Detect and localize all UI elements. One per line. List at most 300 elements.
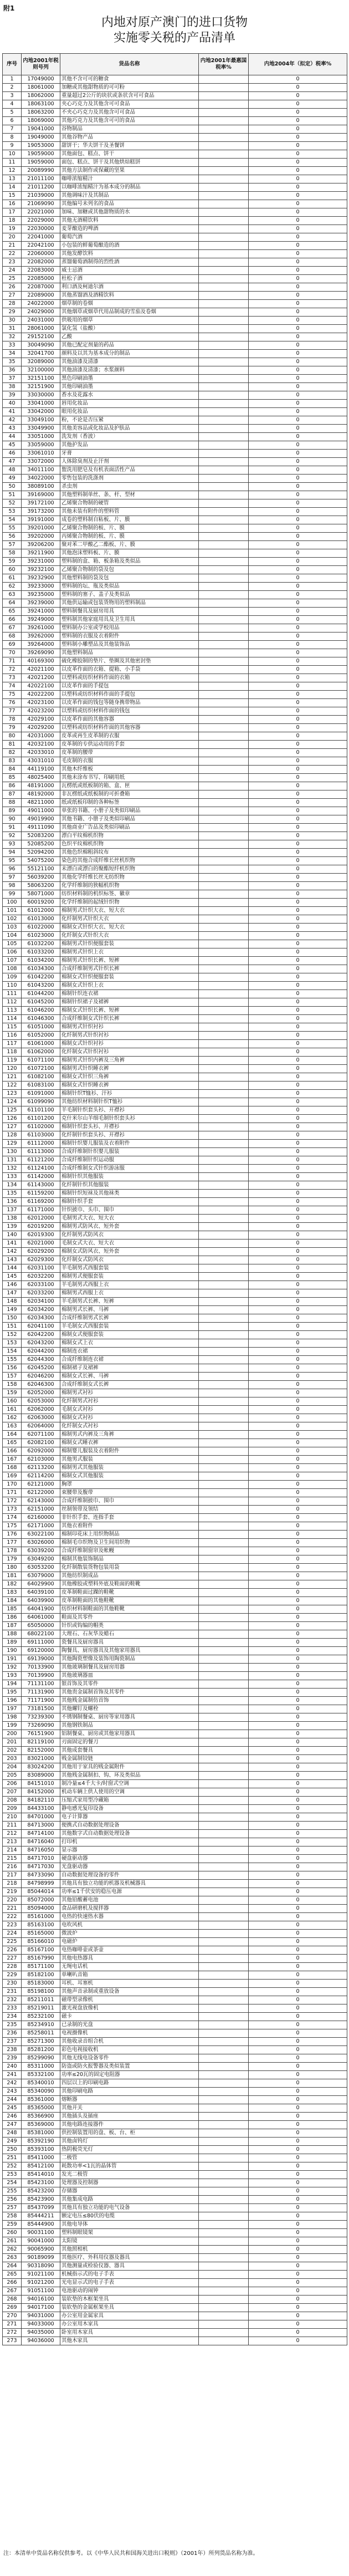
cell-product-name: 化纤制男式针织大衣 — [60, 915, 199, 924]
cell-product-name: 唇用化妆品 — [60, 400, 199, 408]
cell-2004-rate: 0 — [249, 790, 347, 799]
cell-mfn-rate — [199, 267, 249, 275]
cell-2004-rate: 0 — [249, 1805, 347, 1813]
cell-2004-rate: 0 — [249, 1938, 347, 1946]
cell-index: 112 — [3, 998, 22, 1007]
cell-2004-rate: 0 — [249, 1106, 347, 1115]
cell-tariff-code: 42033010 — [22, 749, 60, 757]
cell-tariff-code: 73181500 — [22, 1705, 60, 1713]
cell-2004-rate: 0 — [249, 1896, 347, 1905]
cell-mfn-rate — [199, 233, 249, 242]
cell-tariff-code: 58063200 — [22, 882, 60, 890]
cell-mfn-rate — [199, 375, 249, 383]
document-title-line2: 实施零关税的产品清单 — [113, 31, 235, 45]
cell-2004-rate: 0 — [249, 2054, 347, 2063]
cell-product-name: 其他面包、糕点、饼干 — [60, 150, 199, 159]
cell-tariff-code: 64039900 — [22, 1597, 60, 1605]
cell-index: 121 — [3, 1073, 22, 1082]
cell-2004-rate: 0 — [249, 2162, 347, 2171]
cell-mfn-rate — [199, 1880, 249, 1888]
cell-product-name: 化纤制男式针织衬衫 — [60, 1032, 199, 1040]
cell-mfn-rate — [199, 2196, 249, 2204]
table-row — [3, 2179, 347, 2187]
cell-2004-rate: 0 — [249, 2287, 347, 2296]
cell-product-name: 塑料制小雕塑品及其他装饰品 — [60, 641, 199, 649]
cell-product-name: 其他贱金属制仿首饰 — [60, 1697, 199, 1705]
cell-2004-rate: 0 — [249, 1514, 347, 1522]
cell-index: 33 — [3, 341, 22, 350]
cell-tariff-code: 90065900 — [22, 2246, 60, 2254]
cell-2004-rate: 0 — [249, 2146, 347, 2154]
cell-mfn-rate — [199, 1905, 249, 1913]
cell-mfn-rate — [199, 217, 249, 225]
cell-tariff-code: 38089100 — [22, 483, 60, 491]
cell-2004-rate: 0 — [249, 732, 347, 741]
cell-product-name: 其他集成电路 — [60, 2196, 199, 2204]
cell-mfn-rate — [199, 932, 249, 940]
cell-product-name: 其他陶瓷塑像及装饰用陶瓷制品 — [60, 1655, 199, 1664]
cell-index: 135 — [3, 1190, 22, 1198]
table-row — [3, 300, 347, 308]
cell-product-name: 合成纤维制男式长裤 — [60, 1314, 199, 1323]
cell-2004-rate: 0 — [249, 1963, 347, 1971]
table-row — [3, 2113, 347, 2121]
table-row — [3, 2129, 347, 2138]
cell-index: 144 — [3, 1264, 22, 1273]
cell-mfn-rate — [199, 1531, 249, 1539]
cell-product-name: 其他测量或检验仪器、器具 — [60, 2262, 199, 2271]
table-row — [3, 325, 347, 333]
cell-2004-rate: 0 — [249, 716, 347, 724]
cell-product-name: 合成纤维制披巾、围巾 — [60, 1497, 199, 1506]
table-row — [3, 2096, 347, 2104]
table-row — [3, 242, 347, 250]
cell-mfn-rate — [199, 566, 249, 574]
table-row — [3, 2271, 347, 2279]
cell-2004-rate: 0 — [249, 840, 347, 849]
cell-product-name: 合成纤维制男式针织长裤 — [60, 965, 199, 973]
cell-product-name: 磁带型录像机 — [60, 1996, 199, 2004]
cell-tariff-code: 55121100 — [22, 865, 60, 874]
cell-mfn-rate — [199, 1239, 249, 1248]
cell-index: 241 — [3, 2071, 22, 2079]
cell-tariff-code: 61051000 — [22, 1023, 60, 1032]
cell-index: 166 — [3, 1447, 22, 1456]
cell-mfn-rate — [199, 2320, 249, 2329]
cell-product-name: 熔断器 — [60, 2096, 199, 2104]
cell-tariff-code: 63079000 — [22, 1572, 60, 1580]
cell-mfn-rate — [199, 1996, 249, 2004]
table-row — [3, 624, 347, 632]
cell-index: 231 — [3, 1988, 22, 1996]
cell-index: 172 — [3, 1497, 22, 1506]
cell-index: 192 — [3, 1664, 22, 1672]
table-row — [3, 208, 347, 217]
cell-product-name: 色织平纹棉机织物 — [60, 840, 199, 849]
table-row — [3, 400, 347, 408]
cell-index: 124 — [3, 1098, 22, 1106]
cell-mfn-rate — [199, 649, 249, 657]
cell-tariff-code: 85232100 — [22, 2013, 60, 2021]
cell-product-name: 漂白平纹棉机织物 — [60, 832, 199, 840]
cell-product-name: 大理石、石灰华及蜡石 — [60, 1630, 199, 1639]
cell-2004-rate: 0 — [249, 1015, 347, 1023]
cell-product-name: 耳机、耳塞机 — [60, 1980, 199, 1988]
table-row — [3, 766, 347, 774]
cell-mfn-rate — [199, 2329, 249, 2337]
cell-index: 266 — [3, 2279, 22, 2287]
cell-tariff-code: 94031000 — [22, 2312, 60, 2320]
cell-2004-rate: 0 — [249, 300, 347, 308]
cell-tariff-code: 21069090 — [22, 200, 60, 208]
cell-tariff-code: 62034100 — [22, 1298, 60, 1306]
cell-product-name: 其他编号未列名的食品 — [60, 200, 199, 208]
cell-product-name: 额定电压≤80伏的电缆 — [60, 2212, 199, 2221]
table-row — [3, 1664, 347, 1672]
cell-mfn-rate — [199, 1339, 249, 1348]
cell-tariff-code: 83089000 — [22, 1772, 60, 1780]
cell-tariff-code: 83021000 — [22, 1755, 60, 1763]
cell-mfn-rate — [199, 134, 249, 142]
cell-product-name: 粉，不论是否压紧 — [60, 416, 199, 425]
cell-2004-rate: 0 — [249, 2038, 347, 2046]
cell-product-name: 其他未装有附件的塑料管 — [60, 508, 199, 516]
cell-2004-rate: 0 — [249, 749, 347, 757]
cell-2004-rate: 0 — [249, 1971, 347, 1980]
table-row — [3, 2287, 347, 2296]
cell-index: 157 — [3, 1373, 22, 1381]
cell-2004-rate: 0 — [249, 766, 347, 774]
table-row — [3, 1289, 347, 1298]
cell-index: 114 — [3, 1015, 22, 1023]
cell-product-name: 合成纤维制针织运动服 — [60, 1156, 199, 1165]
cell-tariff-code: 61034300 — [22, 965, 60, 973]
cell-product-name: 杜松子酒 — [60, 275, 199, 283]
cell-tariff-code: 18063100 — [22, 100, 60, 109]
cell-2004-rate: 0 — [249, 1822, 347, 1830]
cell-product-name: 其他成套餐具 — [60, 1747, 199, 1755]
cell-product-name: 小包装的鲜葡萄酿造的酒 — [60, 242, 199, 250]
cell-mfn-rate — [199, 1863, 249, 1871]
cell-index: 4 — [3, 100, 22, 109]
cell-index: 235 — [3, 2021, 22, 2029]
table-row — [3, 541, 347, 549]
cell-index: 149 — [3, 1306, 22, 1314]
table-row — [3, 1131, 347, 1140]
cell-product-name: 棉制女式其他服装 — [60, 1472, 199, 1481]
cell-mfn-rate — [199, 1198, 249, 1206]
cell-2004-rate: 0 — [249, 1115, 347, 1123]
cell-2004-rate: 0 — [249, 508, 347, 516]
cell-index: 142 — [3, 1248, 22, 1256]
cell-index: 70 — [3, 649, 22, 657]
cell-tariff-code: 22082000 — [22, 258, 60, 267]
cell-index: 42 — [3, 416, 22, 425]
cell-index: 228 — [3, 1963, 22, 1971]
table-row — [3, 932, 347, 940]
table-row — [3, 2212, 347, 2221]
cell-product-name: 瓦楞纸或纸板制的箱、盒、匣 — [60, 782, 199, 790]
cell-mfn-rate — [199, 558, 249, 566]
cell-index: 155 — [3, 1356, 22, 1364]
table-row — [3, 1123, 347, 1131]
cell-index: 175 — [3, 1522, 22, 1531]
cell-mfn-rate — [199, 1331, 249, 1339]
cell-tariff-code: 61103000 — [22, 1131, 60, 1140]
cell-mfn-rate — [199, 1381, 249, 1389]
cell-2004-rate: 0 — [249, 400, 347, 408]
cell-mfn-rate — [199, 341, 249, 350]
cell-product-name: 化纤制男式衬衫 — [60, 1397, 199, 1406]
table-row — [3, 666, 347, 674]
cell-2004-rate: 0 — [249, 1148, 347, 1156]
table-row — [3, 1672, 347, 1680]
cell-2004-rate: 0 — [249, 907, 347, 915]
cell-2004-rate: 0 — [249, 1306, 347, 1314]
cell-2004-rate: 0 — [249, 1131, 347, 1140]
cell-tariff-code: 62062000 — [22, 1406, 60, 1414]
table-row — [3, 982, 347, 990]
cell-product-name: 棉制女式防风衣、短外套 — [60, 1248, 199, 1256]
table-row — [3, 1090, 347, 1098]
table-row — [3, 1713, 347, 1722]
cell-tariff-code: 39233000 — [22, 583, 60, 591]
cell-2004-rate: 0 — [249, 1098, 347, 1106]
table-row — [3, 608, 347, 616]
cell-tariff-code: 61046200 — [22, 1007, 60, 1015]
cell-index: 51 — [3, 491, 22, 499]
table-body — [3, 75, 347, 2345]
cell-index: 72 — [3, 666, 22, 674]
cell-2004-rate: 0 — [249, 150, 347, 159]
cell-index: 230 — [3, 1980, 22, 1988]
cell-index: 65 — [3, 608, 22, 616]
cell-tariff-code: 94033000 — [22, 2320, 60, 2329]
table-row — [3, 483, 347, 491]
cell-index: 50 — [3, 483, 22, 491]
cell-tariff-code: 85423900 — [22, 2196, 60, 2204]
cell-index: 233 — [3, 2004, 22, 2013]
table-row — [3, 1481, 347, 1489]
cell-product-name: 磁卡 — [60, 2013, 199, 2021]
cell-product-name: 棉制针织婴儿服装及衣着附件 — [60, 1140, 199, 1148]
cell-index: 20 — [3, 233, 22, 242]
cell-tariff-code: 39202000 — [22, 533, 60, 541]
cell-tariff-code: 18062000 — [22, 92, 60, 100]
cell-index: 2 — [3, 84, 22, 92]
cell-tariff-code: 62034200 — [22, 1306, 60, 1314]
cell-tariff-code: 48211000 — [22, 799, 60, 807]
table-row — [3, 1348, 347, 1356]
cell-mfn-rate — [199, 1755, 249, 1763]
table-row — [3, 674, 347, 682]
cell-tariff-code: 82119100 — [22, 1738, 60, 1747]
cell-tariff-code: 61099090 — [22, 1098, 60, 1106]
cell-product-name: 人体除臭剂及止汗剂 — [60, 458, 199, 466]
cell-index: 29 — [3, 308, 22, 317]
cell-index: 90 — [3, 815, 22, 824]
cell-2004-rate: 0 — [249, 2221, 347, 2229]
cell-tariff-code: 85423100 — [22, 2179, 60, 2187]
cell-product-name: 针织披巾、头巾、围巾 — [60, 1206, 199, 1215]
cell-product-name: 彩色电视接收机 — [60, 2046, 199, 2054]
cell-2004-rate: 0 — [249, 1888, 347, 1896]
table-row — [3, 691, 347, 699]
cell-index: 57 — [3, 541, 22, 549]
cell-index: 77 — [3, 707, 22, 716]
cell-product-name: 其他蒸馏酒及酒精饮料 — [60, 292, 199, 300]
cell-tariff-code: 71131100 — [22, 1680, 60, 1689]
cell-tariff-code: 62103000 — [22, 1456, 60, 1464]
cell-2004-rate: 0 — [249, 283, 347, 292]
cell-2004-rate: 0 — [249, 317, 347, 325]
cell-mfn-rate — [199, 1655, 249, 1664]
cell-mfn-rate — [199, 849, 249, 857]
cell-product-name: 其他已配定剂量的药品 — [60, 341, 199, 350]
cell-product-name: 乙烯聚合物制的袋及包 — [60, 566, 199, 574]
cell-index: 173 — [3, 1506, 22, 1514]
cell-2004-rate: 0 — [249, 1522, 347, 1531]
table-row — [3, 1763, 347, 1772]
cell-mfn-rate — [199, 1098, 249, 1106]
cell-tariff-code: 73239300 — [22, 1713, 60, 1722]
cell-mfn-rate — [199, 1397, 249, 1406]
cell-mfn-rate — [199, 2113, 249, 2121]
cell-mfn-rate — [199, 583, 249, 591]
cell-product-name: 重量超过2公斤的块状或条状含可可食品 — [60, 92, 199, 100]
cell-2004-rate: 0 — [249, 1580, 347, 1589]
cell-mfn-rate — [199, 874, 249, 882]
cell-2004-rate: 0 — [249, 2312, 347, 2320]
cell-index: 179 — [3, 1555, 22, 1564]
cell-2004-rate: 0 — [249, 2337, 347, 2345]
cell-index: 261 — [3, 2237, 22, 2246]
cell-index: 229 — [3, 1971, 22, 1980]
cell-2004-rate: 0 — [249, 425, 347, 433]
table-row — [3, 940, 347, 948]
cell-index: 89 — [3, 807, 22, 815]
cell-index: 132 — [3, 1165, 22, 1173]
cell-tariff-code: 61043200 — [22, 982, 60, 990]
cell-index: 240 — [3, 2063, 22, 2071]
cell-product-name: 棉制其他装饰制品 — [60, 1555, 199, 1564]
cell-tariff-code: 85258011 — [22, 2029, 60, 2038]
cell-2004-rate: 0 — [249, 1140, 347, 1148]
cell-2004-rate: 0 — [249, 2187, 347, 2196]
cell-index: 249 — [3, 2138, 22, 2146]
cell-2004-rate: 0 — [249, 1497, 347, 1506]
cell-product-name: 其他衣着附件 — [60, 1522, 199, 1531]
table-row — [3, 1589, 347, 1597]
cell-index: 262 — [3, 2246, 22, 2254]
cell-2004-rate: 0 — [249, 1065, 347, 1073]
cell-index: 185 — [3, 1605, 22, 1614]
cell-index: 26 — [3, 283, 22, 292]
cell-2004-rate: 0 — [249, 2279, 347, 2287]
table-row — [3, 308, 347, 317]
cell-2004-rate: 0 — [249, 408, 347, 416]
cell-mfn-rate — [199, 150, 249, 159]
table-row — [3, 799, 347, 807]
table-row — [3, 1140, 347, 1148]
cell-mfn-rate — [199, 1148, 249, 1156]
cell-product-name: 棉制男式内裤及三角裤 — [60, 1431, 199, 1439]
cell-tariff-code: 19041000 — [22, 125, 60, 134]
cell-product-name: 葡萄汽酒 — [60, 233, 199, 242]
cell-tariff-code: 22021000 — [22, 208, 60, 217]
cell-product-name: 加味、加糖或其他甜物质的水 — [60, 208, 199, 217]
cell-index: 127 — [3, 1123, 22, 1131]
cell-product-name: 其他木纤维板 — [60, 766, 199, 774]
cell-2004-rate: 0 — [249, 666, 347, 674]
table-row — [3, 2296, 347, 2304]
cell-2004-rate: 0 — [249, 1215, 347, 1223]
cell-mfn-rate — [199, 317, 249, 325]
cell-product-name: 香水及花露水 — [60, 391, 199, 400]
cell-product-name: 其他纺织制成品 — [60, 1572, 199, 1580]
cell-index: 258 — [3, 2212, 22, 2221]
table-row — [3, 2138, 347, 2146]
cell-2004-rate: 0 — [249, 1431, 347, 1439]
cell-mfn-rate — [199, 1506, 249, 1514]
table-row — [3, 1655, 347, 1664]
cell-product-name: 以皮革作面的衣箱、提箱、小手袋 — [60, 666, 199, 674]
cell-2004-rate: 0 — [249, 2079, 347, 2088]
cell-mfn-rate — [199, 774, 249, 782]
cell-product-name: 毛制女式大衣、短大衣 — [60, 1239, 199, 1248]
cell-product-name: 蒸馏葡萄酒制得的烈性酒 — [60, 258, 199, 267]
table-row — [3, 599, 347, 608]
cell-index: 195 — [3, 1689, 22, 1697]
cell-tariff-code: 39249000 — [22, 616, 60, 624]
cell-product-name: 装软垫的金属框架坐具 — [60, 2304, 199, 2312]
cell-mfn-rate — [199, 425, 249, 433]
cell-mfn-rate — [199, 1040, 249, 1048]
cell-product-name: 其他具有独立功能的机器及机械器具 — [60, 1880, 199, 1888]
cell-tariff-code: 42022200 — [22, 691, 60, 699]
cell-product-name: 棉制针织套头衫、开襟衫 — [60, 1123, 199, 1131]
table-row — [3, 865, 347, 874]
cell-tariff-code: 61159200 — [22, 1190, 60, 1198]
cell-tariff-code: 85271300 — [22, 2038, 60, 2046]
table-row — [3, 1980, 347, 1988]
cell-tariff-code: 48191000 — [22, 782, 60, 790]
cell-tariff-code: 22087000 — [22, 283, 60, 292]
cell-tariff-code: 62171000 — [22, 1522, 60, 1531]
cell-index: 267 — [3, 2287, 22, 2296]
table-row — [3, 1057, 347, 1065]
cell-index: 218 — [3, 1880, 22, 1888]
cell-tariff-code: 34022000 — [22, 475, 60, 483]
table-row — [3, 450, 347, 458]
cell-2004-rate: 0 — [249, 2329, 347, 2337]
cell-mfn-rate — [199, 1173, 249, 1181]
cell-2004-rate: 0 — [249, 699, 347, 707]
cell-mfn-rate — [199, 1273, 249, 1281]
table-row — [3, 948, 347, 957]
cell-2004-rate: 0 — [249, 657, 347, 666]
cell-index: 247 — [3, 2121, 22, 2129]
cell-mfn-rate — [199, 1389, 249, 1397]
cell-mfn-rate — [199, 1281, 249, 1289]
cell-2004-rate: 0 — [249, 1680, 347, 1689]
cell-2004-rate: 0 — [249, 1323, 347, 1331]
table-row — [3, 2121, 347, 2129]
cell-index: 52 — [3, 499, 22, 508]
cell-tariff-code: 42031000 — [22, 732, 60, 741]
cell-2004-rate: 0 — [249, 1639, 347, 1647]
table-row — [3, 1439, 347, 1447]
